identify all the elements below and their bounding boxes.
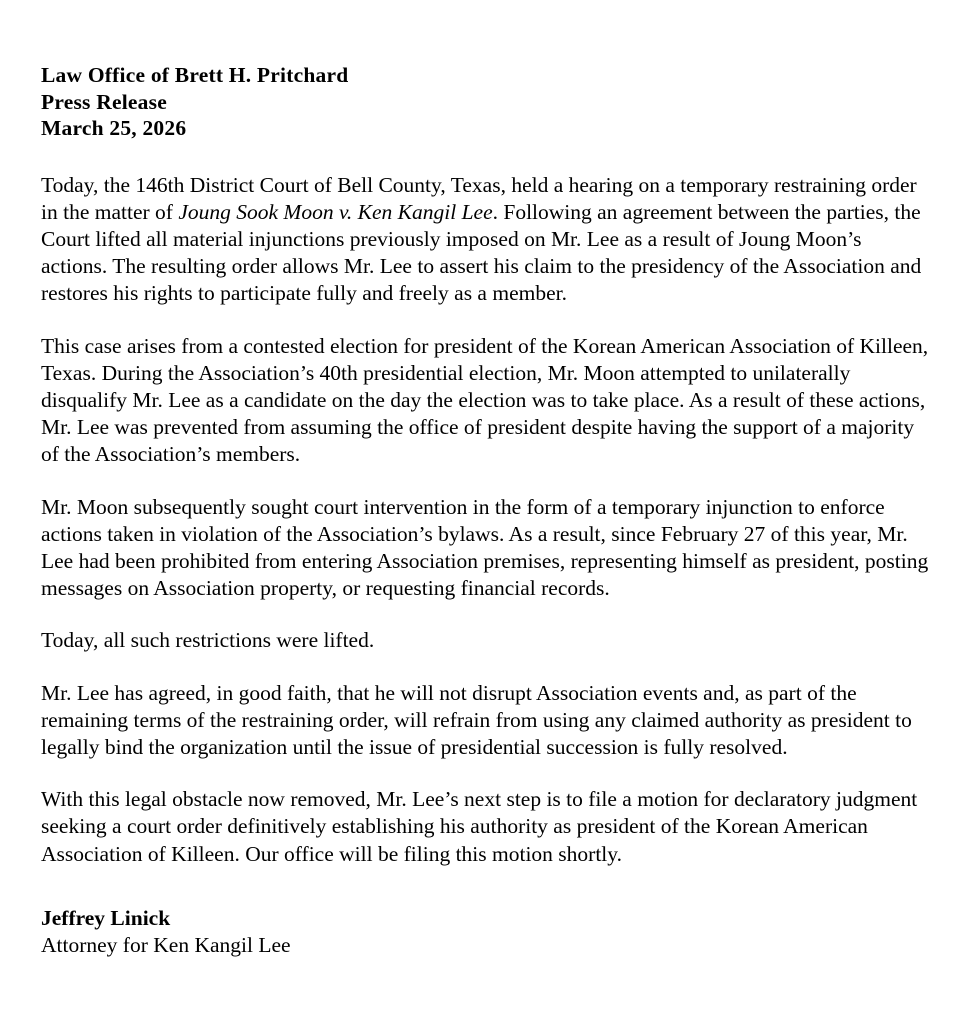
document-type: Press Release	[41, 89, 167, 114]
paragraph-3: Mr. Moon subsequently sought court intervention in the form of a temporary injunction to enforce actions taken in violation of the Association’s bylaws. As a result, since February 27 of this year, Mr. Lee had been prohibited from entering Association premises, representing himself as president, posting messages on Association property, or requesting financial records.	[41, 494, 929, 601]
paragraph-5: Mr. Lee has agreed, in good faith, that he will not disrupt Association events and, as part of the remaining terms of the restraining order, will refrain from using any claimed authority as president to legally bind the organization until the issue of presidential succession is fully resolved.	[41, 680, 912, 759]
signature-title: Attorney for Ken Kangil Lee	[41, 932, 291, 957]
paragraph-2: This case arises from a contested election for president of the Korean American Association of Killeen, Texas. During the Association’s 40th presidential election, Mr. Moon attempted to unilaterally disqualify Mr. Lee as a candidate on the day the election was to take place. As a result of these actions, Mr. Lee was prevented from assuming the office of president despite having the support of a majority of the Association’s members.	[41, 333, 929, 467]
paragraph-1-part-b: . Following an agreement between the parties, the Court lifted all material injunctions previously imposed on Mr. Lee as a result of Joung Moon’s actions. The resulting order allows Mr. Lee to assert his claim to the presidency of the Association and restores his rights to participate fully and freely as a member.	[41, 199, 922, 306]
signature-block	[41, 905, 929, 959]
case-caption: Joung Sook Moon v. Ken Kangil Lee	[178, 199, 493, 224]
signature-name: Jeffrey Linick	[41, 905, 171, 930]
paragraph-4: Today, all such restrictions were lifted.	[41, 628, 375, 653]
paragraph-6: With this legal obstacle now removed, Mr. Lee’s next step is to file a motion for declaratory judgment seeking a court order definitively establishing his authority as president of the Korean American Association of Killeen. Our office will be filing this motion shortly.	[41, 787, 918, 866]
letterhead	[41, 62, 929, 142]
firm-name: Law Office of Brett H. Pritchard	[41, 63, 349, 87]
paragraph-1-part-a: Today, the 146th District Court of Bell County, Texas, held a hearing on a temporary restraining order in the matter of	[41, 172, 917, 224]
document-date: March 25, 2026	[41, 116, 187, 140]
paragraph-1	[41, 172, 929, 308]
